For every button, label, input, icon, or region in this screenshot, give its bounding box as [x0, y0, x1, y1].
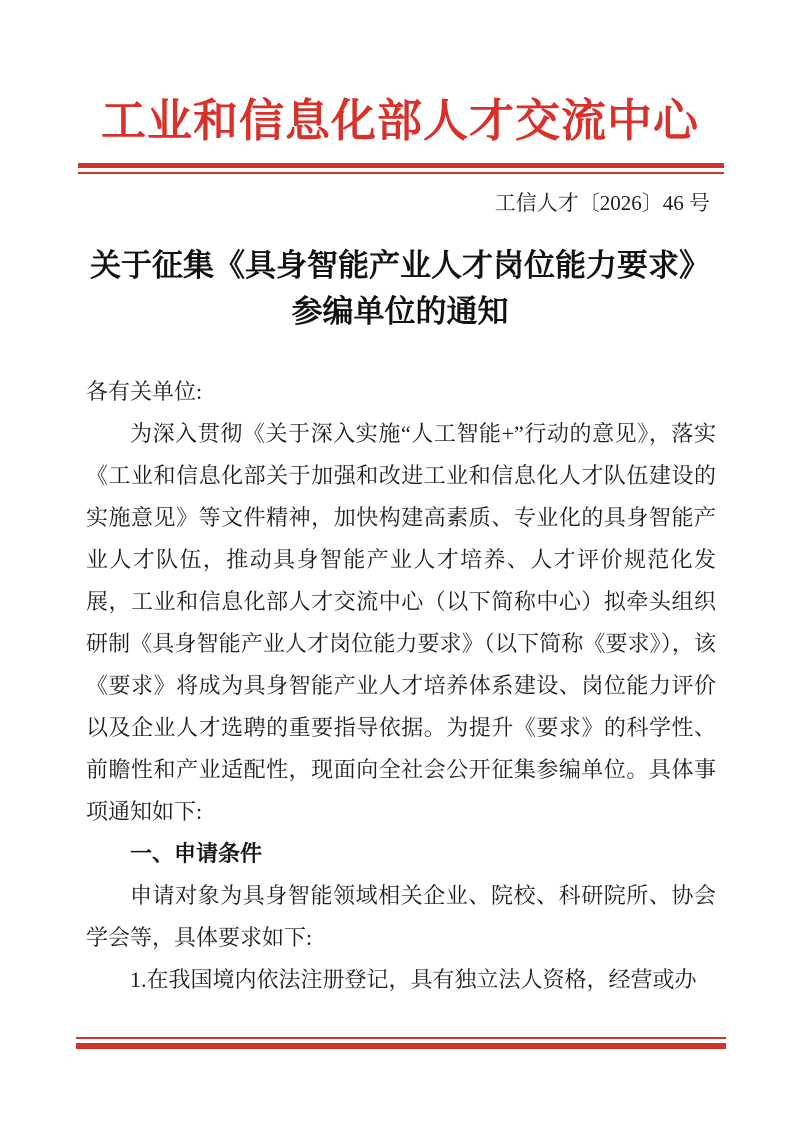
footer-rule: [76, 1037, 726, 1049]
paragraph-item-1: 1.在我国境内依法注册登记，具有独立法人资格，经营或办: [130, 967, 697, 992]
paragraph-intro: 为深入贯彻《关于深入实施“人工智能+”行动的意见》，落实《工业和信息化部关于加强和改进工业和信息化人才队伍建设的实施意见》等文件精神，加快构建高素质、专业化的具身智能产业人才队伍，推动具身智能产业人才培养、人才评价规范化发展，工业和信息化部人才交流中心（以下简称中心）拟牵头组织研制《具身智能产业人才岗位能力要求》（以下简称《要求》），该《要求》将成为具身智能产业人才培养体系建设、岗位能力评价以及企业人才选聘的重要指导依据。为提升《要求》的科学性、前瞻性和产业适配性，现面向全社会公开征集参编单位。具体事项通知如下:: [86, 421, 716, 824]
footer-rule-thick: [76, 1043, 726, 1049]
doc-number: 工信人才〔2026〕46 号: [494, 191, 710, 215]
header-rule-thin: [78, 172, 724, 174]
header-rule-thick: [78, 163, 724, 168]
doc-title-line2: 参编单位的通知: [291, 294, 509, 329]
header-rule: [78, 163, 724, 174]
doc-title: [60, 243, 740, 335]
salutation: 各有关单位:: [86, 379, 203, 404]
document-body: [0, 371, 800, 1001]
section-heading-1: 一、申请条件: [130, 841, 263, 866]
doc-title-line1: 关于征集《具身智能产业人才岗位能力要求》: [90, 248, 710, 283]
footer-rule-thin: [76, 1037, 726, 1039]
org-title: 工业和信息化部人才交流中心: [100, 96, 699, 146]
paragraph-eligibility: 申请对象为具身智能领域相关企业、院校、科研院所、协会学会等，具体要求如下:: [86, 883, 716, 950]
